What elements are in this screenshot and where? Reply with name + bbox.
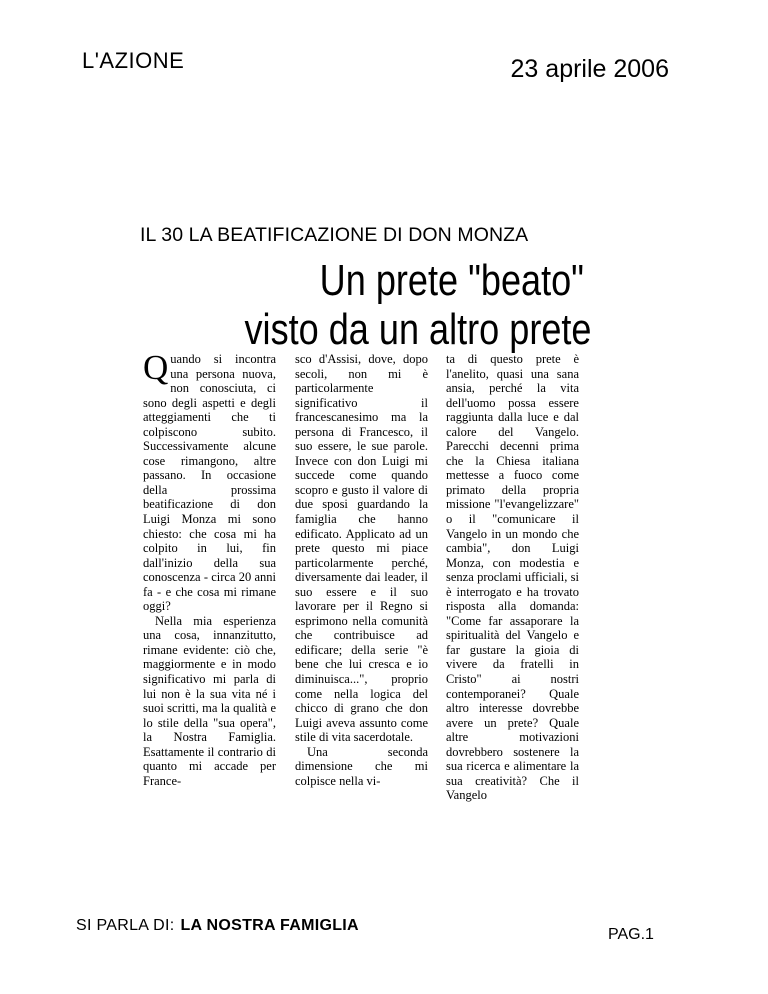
footer-topic-line <box>76 917 359 935</box>
headline-line-2: visto da un altro prete <box>244 305 592 354</box>
article-body <box>143 348 579 803</box>
page-number: PAG.1 <box>608 926 654 943</box>
paragraph: Nella mia esperienza una cosa, innanzitutto, rimane evidente: ciò che, maggiormente e in modo significativo mi parla di lui non è la sua vita né i suoi scritti, ma la qualità e lo stile della "sua opera", la Nostra Famiglia. Esattamente il contrario di quanto mi accade per France- <box>143 613 276 788</box>
paragraph-text: uando si incontra una persona nuova, non conosciuta, ci sono degli aspetti e degli atteggiamenti che ti colpiscono subito. Successivamente alcune cose rimangono, altre passano. In occasione della prossima beatificazione di don Luigi Monza mi sono chiesto: che cosa mi ha colpito in lui, fin dall'inizio della sua conoscenza - circa 20 anni fa - e che cosa mi rimane oggi? <box>143 352 276 614</box>
publication-date: 23 aprile 2006 <box>510 55 669 83</box>
headline-line-1: Un prete "beato" <box>319 256 584 305</box>
paragraph: Una seconda dimensione che mi colpisce nella vi- <box>295 744 428 788</box>
paragraph <box>143 348 276 614</box>
article-column-2 <box>295 352 428 788</box>
drop-cap: Q <box>143 348 169 387</box>
article-column-1 <box>143 348 276 788</box>
article-kicker: IL 30 LA BEATIFICAZIONE DI DON MONZA <box>140 224 529 246</box>
article-column-3 <box>446 352 579 803</box>
footer-topic: LA NOSTRA FAMIGLIA <box>180 917 359 934</box>
article-headline <box>170 256 592 354</box>
paragraph: sco d'Assisi, dove, dopo secoli, non mi è particolarmente significativo il francescanesimo ma la persona di Francesco, il suo essere, le sue parole. Invece con don Luigi mi succede come quando scopro e gusto il valore di due sposi guardando la famiglia che hanno edificato. Applicato ad un prete questo mi piace particolarmente perché, diversamente dai leader, il suo essere e il suo lavorare per il Regno si esprimono nella comunità che contribuisce ad edificare; della serie "è bene che lui cresca e io diminuisca...", proprio come nella logica del chicco di grano che don Luigi aveva assunto come stile di vita sacerdotale. <box>295 352 428 745</box>
newspaper-name: L'AZIONE <box>82 48 185 73</box>
paragraph: ta di questo prete è l'anelito, quasi una sana ansia, perché la vita dell'uomo possa essere raggiunta dalla luce e dal calore del Vangelo. Parecchi decenni prima che la Chiesa italiana mettesse a fuoco come primato della propria missione "l'evangelizzare" o il "comunicare il Vangelo in un mondo che cambia", don Luigi Monza, con modestia e senza proclami ufficiali, si è interrogato e ha trovato risposta alla domanda: "Come far assaporare la spiritualità del Vangelo e far gustare la gioia di vivere da fratelli in Cristo" ai nostri contemporanei? Quale altro interesse dovrebbe avere un prete? Quale altre motivazioni dovrebbero sostenere la sua ricerca e alimentare la sua creatività? Che il Vangelo <box>446 352 579 803</box>
footer-label: SI PARLA DI: <box>76 917 175 934</box>
